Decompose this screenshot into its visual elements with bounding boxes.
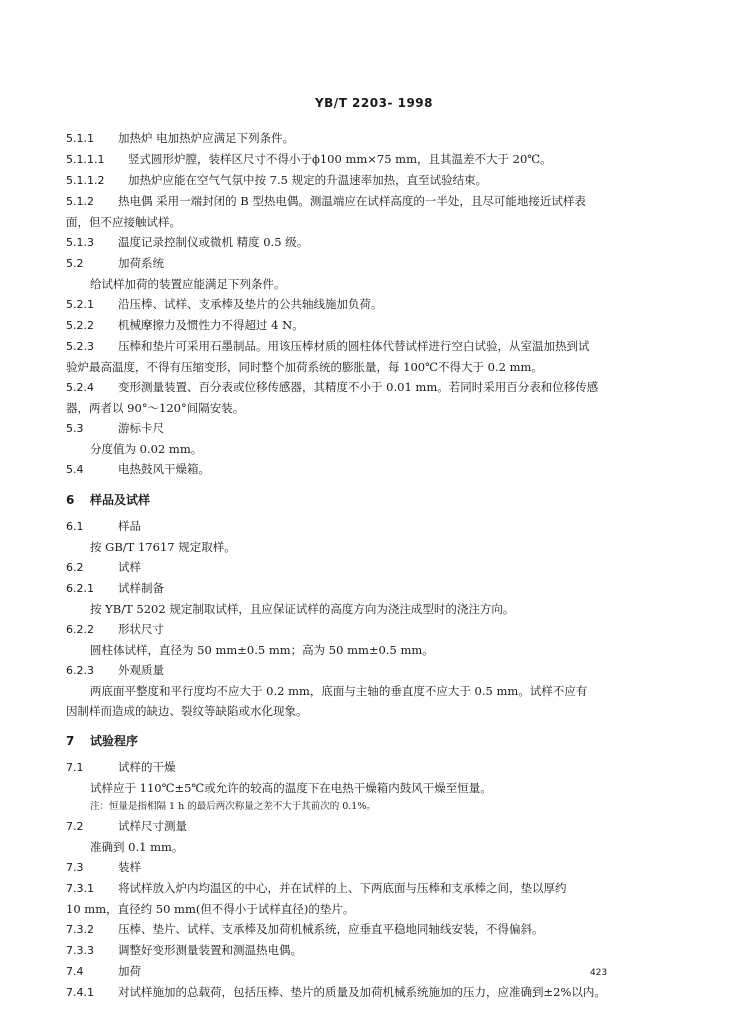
paragraph-line: 分度值为 0.02 mm。 <box>90 442 203 456</box>
clause-text: 加荷系统 <box>118 256 164 270</box>
clause-text: 样品 <box>118 519 141 533</box>
clause-text: 外观质量 <box>118 663 164 677</box>
clause-number: 6.2.1 <box>66 582 94 595</box>
clause-text: 加热炉 电加热炉应满足下列条件。 <box>118 131 295 145</box>
clause-line <box>66 459 676 480</box>
clause-line <box>66 191 676 212</box>
clause-text: 加荷 <box>118 964 141 978</box>
clause-line <box>66 557 676 578</box>
continuation-line: 器，两者以 90°～120°间隔安装。 <box>66 401 245 415</box>
clause-text: 沿压棒、试样、支承棒及垫片的公共轴线施加负荷。 <box>118 297 383 311</box>
clause-text: 试样制备 <box>118 581 164 595</box>
page-header: YB/T 2203- 1998 <box>314 96 434 110</box>
clause-number: 5.1.3 <box>66 236 94 249</box>
clause-number: 6.2 <box>66 561 84 574</box>
continuation-line: 10 mm，直径约 50 mm(但不得小于试样直径)的垫片。 <box>66 902 355 916</box>
clause-line <box>66 878 676 899</box>
clause-number: 5.1.1.2 <box>66 174 105 187</box>
continuation-line: 面，但不应接触试样。 <box>66 215 181 229</box>
clause-line <box>66 253 676 274</box>
clause-number: 6.2.3 <box>66 664 94 677</box>
section-number: 6 <box>66 493 75 507</box>
clause-number: 5.4 <box>66 463 84 476</box>
section-heading <box>66 490 676 510</box>
clause-text: 变形测量装置、百分表或位移传感器，其精度不小于 0.01 mm。若同时采用百分表和位移传感 <box>118 380 599 394</box>
clause-number: 7.3.3 <box>66 944 94 957</box>
clause-text: 温度记录控制仪或微机 精度 0.5 级。 <box>118 235 309 249</box>
clause-number: 6.2.2 <box>66 623 94 636</box>
clause-line <box>66 170 676 191</box>
section-number: 7 <box>66 734 75 748</box>
clause-number: 7.3.2 <box>66 923 94 936</box>
clause-number: 7.4 <box>66 965 84 978</box>
clause-line <box>66 418 676 439</box>
clause-line <box>66 619 676 640</box>
continuation-line: 因制样而造成的缺边、裂纹等缺陷或水化现象。 <box>66 704 308 718</box>
clause-line <box>66 816 676 837</box>
clause-text: 对试样施加的总载荷，包括压棒、垫片的质量及加荷机械系统施加的压力，应准确到±2%以内。 <box>118 985 606 999</box>
clause-number: 5.2.3 <box>66 340 94 353</box>
clause-number: 7.3 <box>66 861 84 874</box>
paragraph-line: 按 YB/T 5202 规定制取试样，且应保证试样的高度方向为浇注成型时的浇注方向。 <box>90 602 515 616</box>
clause-text: 压棒和垫片可采用石墨制品。用该压棒材质的圆柱体代替试样进行空白试验，从室温加热到试 <box>118 339 590 353</box>
section-heading <box>66 731 676 751</box>
clause-text: 游标卡尺 <box>118 421 164 435</box>
clause-text: 将试样放入炉内均温区的中心，并在试样的上、下两底面与压棒和支承棒之间，垫以厚约 <box>118 881 567 895</box>
continuation-line: 验炉最高温度，不得有压缩变形，同时整个加荷系统的膨胀量，每 100℃不得大于 0.2 mm。 <box>66 360 543 374</box>
note-text: 注：恒量是指相隔 1 h 的最后两次称量之差不大于其前次的 0.1%。 <box>90 801 376 812</box>
clause-number: 5.1.2 <box>66 195 94 208</box>
clause-line <box>66 294 676 315</box>
clause-number: 5.2.2 <box>66 319 94 332</box>
clause-text: 试样 <box>118 560 141 574</box>
clause-line <box>66 315 676 336</box>
section-title: 样品及试样 <box>90 493 151 507</box>
clause-number: 5.1.1 <box>66 132 94 145</box>
clause-text: 竖式圆形炉膛，装样区尺寸不得小于ϕ100 mm×75 mm，且其温差不大于 20℃。 <box>128 152 552 166</box>
document-body <box>66 128 676 1003</box>
paragraph-line: 准确到 0.1 mm。 <box>90 840 184 854</box>
clause-line <box>66 660 676 681</box>
clause-line <box>66 377 676 398</box>
clause-text: 试样尺寸测量 <box>118 819 187 833</box>
paragraph-line: 按 GB/T 17617 规定取样。 <box>90 540 236 554</box>
clause-line <box>66 982 676 1003</box>
clause-text: 装样 <box>118 860 141 874</box>
clause-line <box>66 128 676 149</box>
section-title: 试验程序 <box>90 734 139 748</box>
clause-number: 5.2.4 <box>66 381 94 394</box>
page-number: 423 <box>590 968 608 978</box>
clause-number: 5.1.1.1 <box>66 153 105 166</box>
clause-line <box>66 149 676 170</box>
clause-text: 热电偶 采用一端封闭的 B 型热电偶。测温端应在试样高度的一半处，且尽可能地接近试样表 <box>118 194 586 208</box>
paragraph-line: 圆柱体试样，直径为 50 mm±0.5 mm；高为 50 mm±0.5 mm。 <box>90 643 434 657</box>
clause-number: 7.1 <box>66 761 84 774</box>
clause-line <box>66 961 676 982</box>
clause-text: 加热炉应能在空气气氛中按 7.5 规定的升温速率加热，直至试验结束。 <box>128 173 488 187</box>
clause-line <box>66 857 676 878</box>
clause-text: 机械摩擦力及惯性力不得超过 4 N。 <box>118 318 304 332</box>
clause-number: 5.3 <box>66 422 84 435</box>
clause-line <box>66 578 676 599</box>
clause-number: 5.2 <box>66 257 84 270</box>
clause-line <box>66 516 676 537</box>
clause-number: 5.2.1 <box>66 298 94 311</box>
clause-line <box>66 336 676 357</box>
paragraph-line: 两底面平整度和平行度均不应大于 0.2 mm，底面与主轴的垂直度不应大于 0.5 mm。试样不应有 <box>90 684 588 698</box>
clause-text: 试样的干燥 <box>118 760 176 774</box>
clause-number: 7.4.1 <box>66 986 94 999</box>
clause-text: 压棒、垫片、试样、支承棒及加荷机械系统，应垂直平稳地同轴线安装，不得偏斜。 <box>118 922 544 936</box>
clause-line <box>66 940 676 961</box>
clause-line <box>66 232 676 253</box>
clause-number: 6.1 <box>66 520 84 533</box>
clause-number: 7.3.1 <box>66 882 94 895</box>
paragraph-line: 给试样加荷的装置应能满足下列条件。 <box>90 277 286 291</box>
clause-line <box>66 919 676 940</box>
clause-number: 7.2 <box>66 820 84 833</box>
clause-text: 调整好变形测量装置和测温热电偶。 <box>118 943 302 957</box>
clause-line <box>66 757 676 778</box>
clause-text: 形状尺寸 <box>118 622 164 636</box>
clause-text: 电热鼓风干燥箱。 <box>118 462 210 476</box>
paragraph-line: 试样应于 110℃±5℃或允许的较高的温度下在电热干燥箱内鼓风干燥至恒量。 <box>90 781 492 795</box>
